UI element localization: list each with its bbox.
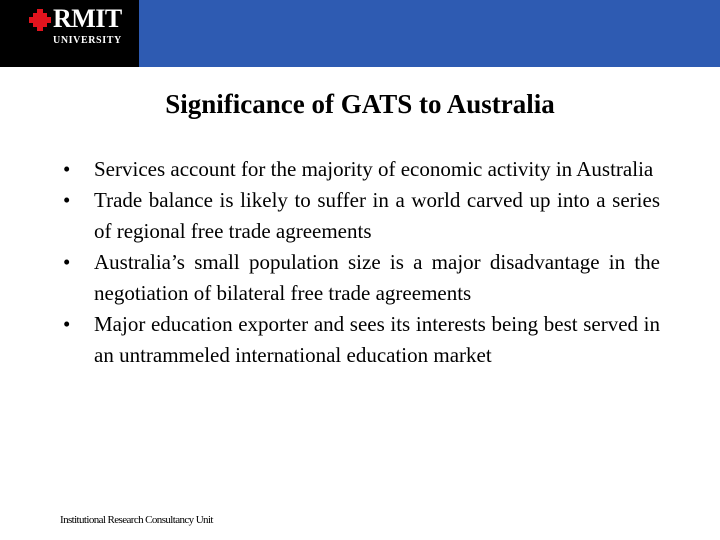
- bullet-item: [60, 309, 660, 371]
- bullet-item: [60, 185, 660, 247]
- logo-wordmark: RMIT: [53, 4, 122, 33]
- bullet-item: [60, 154, 660, 185]
- rmit-pixel-logo-icon: [29, 9, 51, 31]
- rmit-logo: [0, 0, 139, 67]
- bullet-text: Australia’s small population size is a major disadvantage in the negotiation of bilateral free trade agreements: [94, 250, 660, 305]
- bullet-text: Trade balance is likely to suffer in a world carved up into a series of regional free trade agreements: [94, 188, 660, 243]
- logo-subtext: UNIVERSITY: [53, 35, 122, 46]
- bullet-icon: •: [63, 157, 71, 181]
- bullet-text: Major education exporter and sees its interests being best served in an untrammeled international education market: [94, 312, 660, 367]
- footer-text: Institutional Research Consultancy Unit: [60, 514, 213, 526]
- bullet-icon: •: [63, 312, 71, 336]
- bullet-icon: •: [63, 188, 71, 212]
- bullet-icon: •: [63, 250, 71, 274]
- bullet-list: [60, 154, 660, 371]
- logo-mark-shape: [29, 9, 51, 31]
- slide-title: Significance of GATS to Australia: [165, 89, 555, 119]
- bullet-text: Services account for the majority of economic activity in Australia: [94, 157, 654, 181]
- bullet-item: [60, 247, 660, 309]
